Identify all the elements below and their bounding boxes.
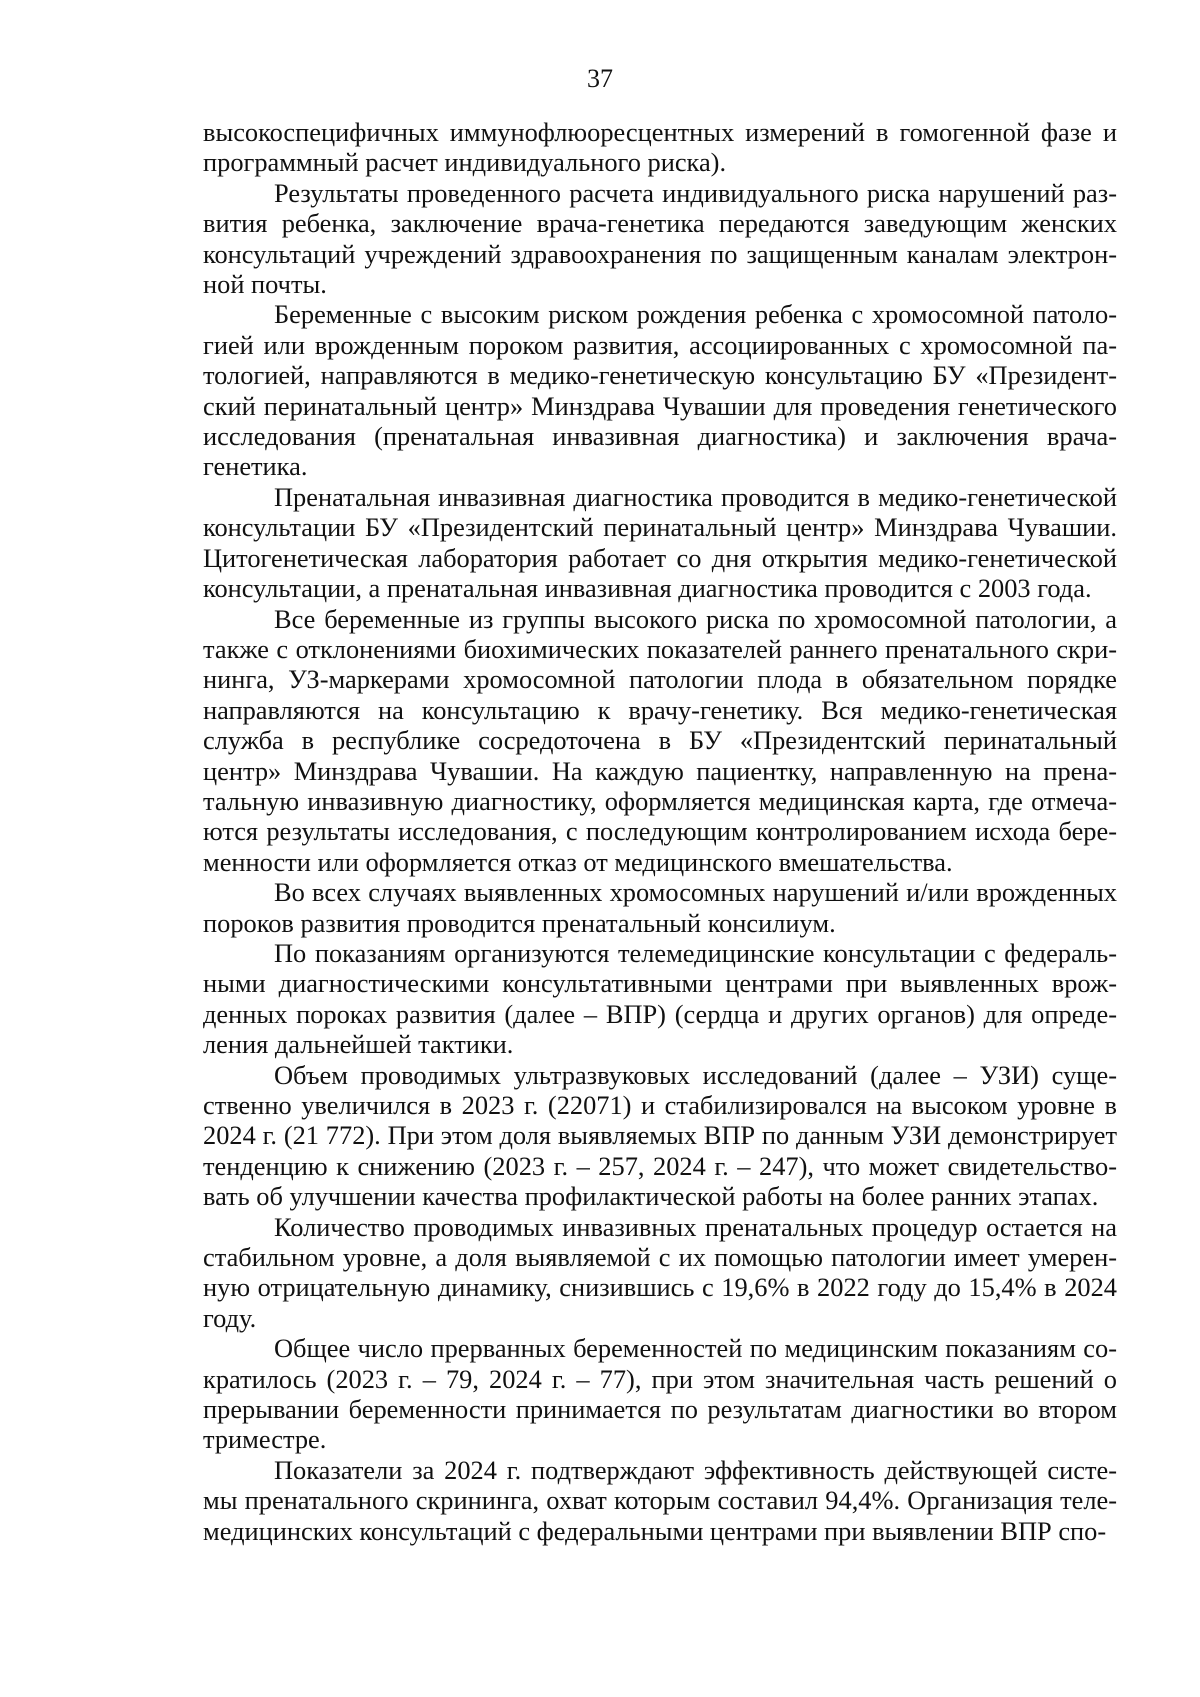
paragraph: Пренатальная инвазивная диагностика проводится в медико-генетической консультации БУ «Президентский перинатальный центр» Минздрава Чувашии. Цитогенетическая лаборатория работает со дня открытия медико-генетической консультации, а пренатальная инвазивная диагностика проводится с 2003 года.	[203, 481, 1117, 604]
body-text	[203, 117, 1117, 1546]
paragraph: Общее число прерванных беременностей по медицинским показаниям сократилось (2023 г. – 79, 2024 г. – 77), при этом значительная часть решений о прерывании беременности принимается по результатам диагностики во втором триместре.	[203, 1333, 1117, 1455]
paragraph: Результаты проведенного расчета индивидуального риска нарушений развития ребенка, заключение врача-генетика передаются заведующим женских консультаций учреждений здравоохранения по защищенным каналам электронной почты.	[203, 177, 1117, 300]
page-number: 37	[587, 64, 613, 93]
paragraph: Беременные с высоким риском рождения ребенка с хромосомной патологией или врожденным пороком развития, ассоциированных с хромосомной патологией, направляются в медико-генетическую консультацию БУ «Президентский перинатальный центр» Минздрава Чувашии для проведения генетического исследования (пренатальная инвазивная диагностика) и заключения врача-генетика.	[203, 299, 1117, 482]
paragraph: Количество проводимых инвазивных пренатальных процедур остается на стабильном уровне, а доля выявляемой с их помощью патологии имеет умеренную отрицательную динамику, снизившись с 19,6% в 2022 году до 15,4% в 2024 году.	[203, 1211, 1117, 1333]
paragraph: Показатели за 2024 г. подтверждают эффективность действующей системы пренатального скрининга, охват которым составил 94,4%. Организация телемедицинских консультаций с федеральными центрами при выявлении ВПР спо-	[203, 1454, 1117, 1546]
paragraph: По показаниям организуются телемедицинские консультации с федеральными диагностическими консультативными центрами при выявленных врожденных пороках развития (далее – ВПР) (сердца и других органов) для определения дальнейшей тактики.	[203, 937, 1117, 1060]
paragraph: Все беременные из группы высокого риска по хромосомной патологии, а также с отклонениями биохимических показателей раннего пренатального скрининга, УЗ-маркерами хромосомной патологии плода в обязательном порядке направляются на консультацию к врачу-генетику. Вся медико-генетическая служба в республике сосредоточена в БУ «Президентский перинатальный центр» Минздрава Чувашии. На каждую пациентку, направленную на пренатальную инвазивную диагностику, оформляется медицинская карта, где отмечаются результаты исследования, с последующим контролированием исхода беременности или оформляется отказ от медицинского вмешательства.	[203, 603, 1117, 877]
paragraph: Объем проводимых ультразвуковых исследований (далее – УЗИ) существенно увеличился в 2023 г. (22071) и стабилизировался на высоком уровне в 2024 г. (21 772). При этом доля выявляемых ВПР по данным УЗИ демонстрирует тенденцию к снижению (2023 г. – 257, 2024 г. – 247), что может свидетельствовать об улучшении качества профилактической работы на более ранних этапах.	[203, 1059, 1117, 1212]
paragraph-continuation: высокоспецифичных иммунофлюоресцентных измерений в гомогенной фазе и программный расчет индивидуального риска).	[203, 117, 1117, 178]
paragraph: Во всех случаях выявленных хромосомных нарушений и/или врожденных пороков развития проводится пренатальный консилиум.	[203, 877, 1117, 938]
